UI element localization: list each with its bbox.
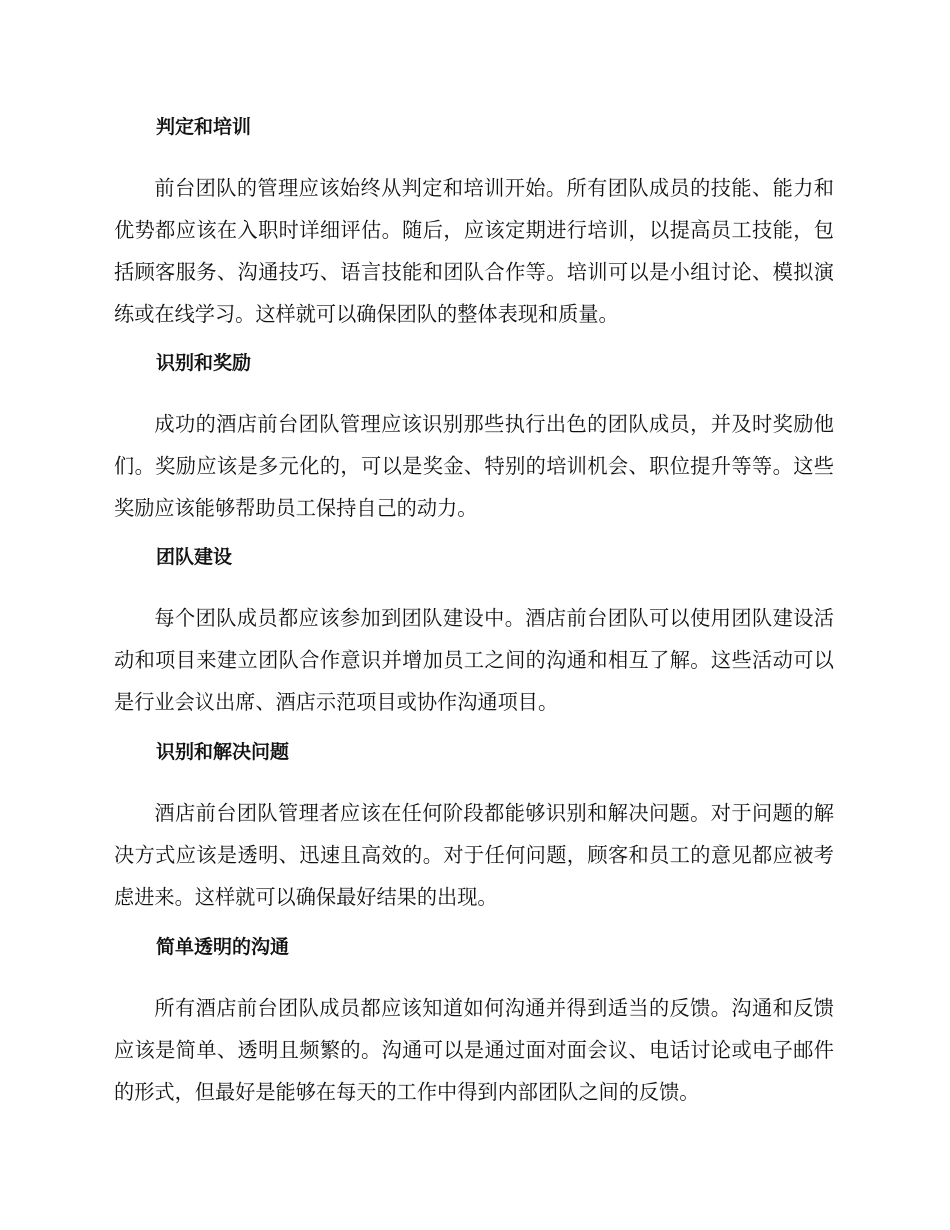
section-assessment-training — [114, 112, 834, 335]
section-heading: 判定和培训 — [156, 116, 252, 138]
section-heading: 简单透明的沟通 — [156, 936, 290, 958]
section-team-building — [114, 542, 834, 723]
section-paragraph: 每个团队成员都应该参加到团队建设中。酒店前台团队可以使用团队建设活动和项目来建立团队合作意识并增加员工之间的沟通和相互了解。这些活动可以是行业会议出席、酒店示范项目或协作沟通项目。 — [114, 606, 834, 714]
section-heading: 识别和解决问题 — [156, 741, 290, 763]
section-transparent-communication — [114, 932, 834, 1113]
section-problem-solving — [114, 737, 834, 918]
section-paragraph: 前台团队的管理应该始终从判定和培训开始。所有团队成员的技能、能力和优势都应该在入职时详细评估。随后，应该定期进行培训，以提高员工技能，包括顾客服务、沟通技巧、语言技能和团队合作等。培训可以是小组讨论、模拟演练或在线学习。这样就可以确保团队的整体表现和质量。 — [114, 176, 834, 326]
section-paragraph: 酒店前台团队管理者应该在任何阶段都能够识别和解决问题。对于问题的解决方式应该是透明、迅速且高效的。对于任何问题，顾客和员工的意见都应被考虑进来。这样就可以确保最好结果的出现。 — [114, 801, 834, 909]
section-paragraph: 所有酒店前台团队成员都应该知道如何沟通并得到适当的反馈。沟通和反馈应该是简单、透明且频繁的。沟通可以是通过面对面会议、电话讨论或电子邮件的形式，但最好是能够在每天的工作中得到内部团队之间的反馈。 — [114, 996, 834, 1104]
section-paragraph: 成功的酒店前台团队管理应该识别那些执行出色的团队成员，并及时奖励他们。奖励应该是多元化的，可以是奖金、特别的培训机会、职位提升等等。这些奖励应该能够帮助员工保持自己的动力。 — [114, 412, 834, 520]
section-heading: 识别和奖励 — [156, 352, 252, 374]
section-recognition-rewards — [114, 348, 834, 529]
section-heading: 团队建设 — [156, 546, 233, 568]
